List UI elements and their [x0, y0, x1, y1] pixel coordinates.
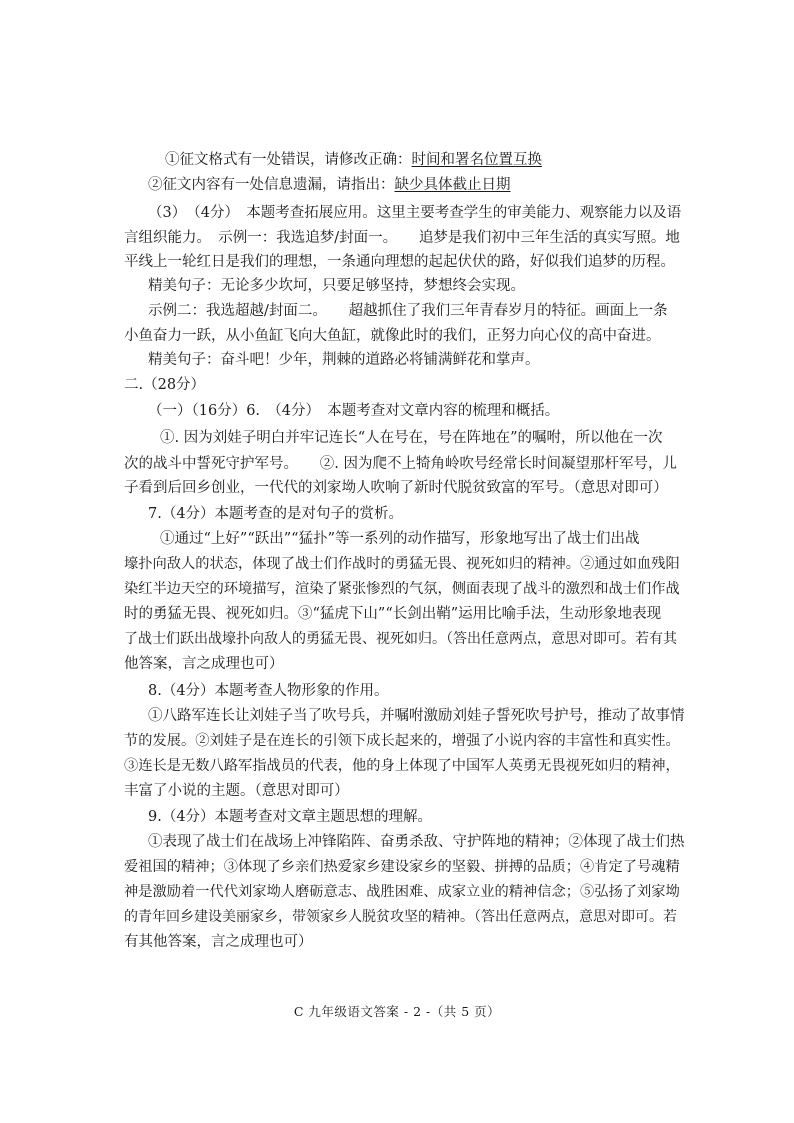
paragraph-line: ①表现了战士们在战场上冲锋陷阵、奋勇杀敌、守护阵地的精神；②体现了战士们热: [148, 834, 685, 850]
question-heading: 9.（4分）本题考查对文章主题思想的理解。: [148, 809, 433, 825]
answer-missing-info: 缺少具体截止日期: [394, 177, 511, 193]
paragraph-line: 有其他答案，言之成理也可）: [124, 934, 313, 950]
paragraph-line: （3） （4分） 本题考查拓展应用。这里主要考查学生的审美能力、观察能力以及语: [148, 205, 682, 221]
line-format-error: ①征文格式有一处错误，请修改正确：时间和署名位置互换: [165, 152, 542, 168]
paragraph-line: 了战士们跃出战壕扑向敌人的勇猛无畏、视死如归。（答出任意两点，意思对即可。若有其: [124, 631, 677, 647]
question-heading: 7.（4分）本题考查的是对句子的赏析。: [148, 506, 404, 522]
section-heading: 二.（28分）: [124, 377, 206, 393]
paragraph-line: 言组织能力。 示例一：我选追梦/封面一。 追梦是我们初中三年生活的真实写照。地: [124, 230, 680, 246]
paragraph-line: 次的战斗中誓死守护军号。 ②. 因为爬不上犄角岭吹号经常长时间凝望那杆军号，儿: [124, 456, 677, 472]
paragraph-line: 平线上一轮红日是我们的理想，一条通向理想的起起伏伏的路，好似我们追梦的历程。: [124, 254, 675, 270]
paragraph-line: 精美句子：奋斗吧！少年，荆棘的道路必将铺满鲜花和掌声。: [148, 352, 540, 368]
paragraph-line: 爱祖国的精神；③体现了乡亲们热爱家乡建设家乡的坚毅、拼搏的品质；④肯定了号魂精: [124, 859, 680, 875]
paragraph-line: 子看到后回乡创业，一代代的刘家坳人吹响了新时代脱贫致富的军号。（意思对即可）: [124, 480, 668, 496]
paragraph-line: ①. 因为刘娃子明白并牢记连长“人在号在，号在阵地在”的嘱咐，所以他在一次: [160, 430, 663, 446]
paragraph-line: 时的勇猛无畏、视死如归。③“猛虎下山”“长剑出鞘”运用比喻手法，生动形象地表现: [124, 606, 662, 622]
paragraph-line: 小鱼奋力一跃，从小鱼缸飞向大鱼缸，就像此时的我们，正努力向心仪的高中奋进。: [124, 328, 661, 344]
paragraph-line: 的青年回乡建设美丽家乡，带领家乡人脱贫攻坚的精神。（答出任意两点，意思对即可。若: [124, 909, 677, 925]
line-info-missing: ②征文内容有一处信息遗漏，请指出：缺少具体截止日期: [148, 177, 511, 193]
paragraph-line: 示例二：我选超越/封面二。 超越抓住了我们三年青春岁月的特征。画面上一条: [148, 303, 668, 319]
paragraph-line: 精美句子：无论多少坎坷，只要足够坚持，梦想终会实现。: [148, 278, 525, 294]
question-heading: 8.（4分）本题考查人物形象的作用。: [148, 683, 389, 699]
paragraph-line: ①八路军连长让刘娃子当了吹号兵，并嘱咐激励刘娃子誓死吹号护号，推动了故事情: [148, 708, 685, 724]
paragraph-line: 节的发展。②刘娃子是在连长的引领下成长起来的，增强了小说内容的丰富性和真实性。: [124, 733, 680, 749]
paragraph-line: 染红半边天空的环境描写，渲染了紧张惨烈的气氛，侧面表现了战斗的激烈和战士们作战: [124, 581, 680, 597]
paragraph-line: ①通过“上好”“跃出”“猛扑”等一系列的动作描写，形象地写出了战士们出战: [160, 531, 640, 547]
paragraph-line: ③连长是无数八路军指战员的代表，他的身上体现了中国军人英勇无畏视死如归的精神，: [124, 758, 680, 774]
paragraph-line: 壕扑向敌人的状态，体现了战士们作战时的勇猛无畏、视死如归的精神。②通过如血残阳: [124, 556, 680, 572]
paragraph-line: 丰富了小说的主题。（意思对即可）: [124, 783, 349, 799]
page-footer: C 九年级语文答案 - 2 -（共 5 页）: [293, 1004, 501, 1019]
question-heading: （一）（16分）6. （4分） 本题考查对文章内容的梳理和概括。: [148, 403, 560, 419]
paragraph-line: 他答案，言之成理也可）: [124, 656, 284, 672]
paragraph-line: 神是激励着一代代刘家坳人磨砺意志、战胜困难、成家立业的精神信念；⑤弘扬了刘家坳: [124, 884, 680, 900]
answer-format-fix: 时间和署名位置互换: [411, 152, 542, 168]
